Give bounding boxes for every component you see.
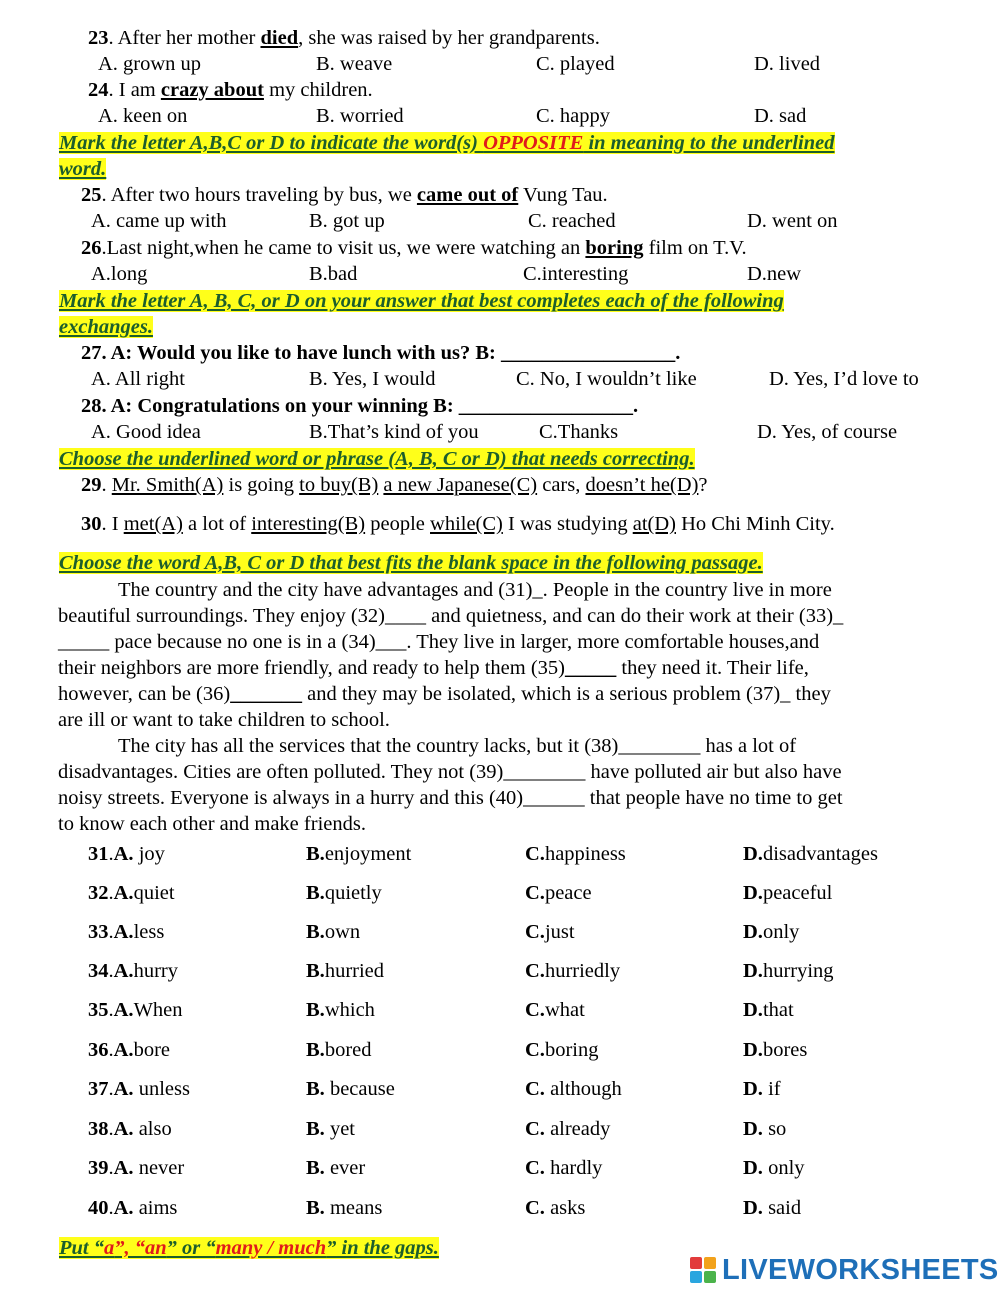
passage-line: their neighbors are more friendly, and ready to help them (35)_____ they need it. Their life, [58,657,809,679]
answer-38-b[interactable]: B. yet [306,1118,355,1140]
q25-option-d[interactable]: D. went on [747,210,838,232]
answer-31-d[interactable]: D.disadvantages [743,843,878,865]
passage-line: however, can be (36)_______ and they may be isolated, which is a serious problem (37)_ they [58,683,831,705]
q27-option-c[interactable]: C. No, I wouldn’t like [516,368,697,390]
option-a[interactable]: never [133,1157,185,1179]
answer-35-b[interactable]: B.which [306,999,375,1021]
answer-38-d[interactable]: D. so [743,1118,787,1140]
q24-option-a[interactable]: A. keen on [98,105,188,127]
underlined-word: died [260,27,299,49]
option-a[interactable]: aims [133,1197,178,1219]
answer-row-39: 39.A. never [88,1157,185,1179]
q29-part-d[interactable]: doesn’t he(D) [585,474,699,496]
option-a[interactable]: quiet [133,882,175,904]
answer-row-33: 33.A.less [88,921,165,943]
q25-option-b[interactable]: B. got up [309,210,385,232]
answer-34-c[interactable]: C.hurriedly [525,960,621,982]
instruction-opposite-line2: word. [59,158,107,180]
answer-33-c[interactable]: C.just [525,921,575,943]
underlined-word: crazy about [160,79,264,101]
instruction-exchanges: Mark the letter A, B, C, or D on your answer that best completes each of the following [59,290,784,312]
q26-option-a[interactable]: A.long [91,263,148,285]
q26-option-b[interactable]: B.bad [309,263,358,285]
answer-34-d[interactable]: D.hurrying [743,960,834,982]
q24-option-d[interactable]: D. sad [754,105,807,127]
answer-31-c[interactable]: C.happiness [525,843,626,865]
q28-option-a[interactable]: A. Good idea [91,421,201,443]
q30-part-b[interactable]: interesting(B) [251,513,366,535]
passage-line: The country and the city have advantages and (31)_. People in the country live in more [118,579,832,601]
underlined-word: boring [585,237,644,259]
q28-option-c[interactable]: C.Thanks [539,421,619,443]
q29-part-c[interactable]: a new Japanese(C) [383,474,538,496]
instruction-opposite: Mark the letter A,B,C or D to indicate the word(s) OPPOSITE in meaning to the underlined [59,132,835,154]
question-27: 27. A: Would you like to have lunch with us? B: _________________. [81,342,681,364]
q24-option-b[interactable]: B. worried [316,105,404,127]
question-23: 23. After her mother died, she was raised by her grandparents. [88,27,600,49]
instruction-exchanges-line2: exchanges. [59,316,153,338]
answer-row-40: 40.A. aims [88,1197,178,1219]
option-a[interactable]: bore [133,1039,170,1061]
answer-row-35: 35.A.When [88,999,183,1021]
q27-option-b[interactable]: B. Yes, I would [309,368,436,390]
answer-39-d[interactable]: D. only [743,1157,805,1179]
answer-row-36: 36.A.bore [88,1039,170,1061]
logo-blocks-icon [690,1257,716,1283]
q29-part-a[interactable]: Mr. Smith(A) [111,474,224,496]
q23-option-a[interactable]: A. grown up [98,53,202,75]
answer-37-c[interactable]: C. although [525,1078,622,1100]
instruction-articles: Put “a”, “an” or “many / much” in the gaps. [59,1237,439,1259]
option-a[interactable]: less [133,921,165,943]
answer-38-c[interactable]: C. already [525,1118,611,1140]
option-a[interactable]: also [133,1118,172,1140]
q23-option-c[interactable]: C. played [536,53,615,75]
answer-row-38: 38.A. also [88,1118,172,1140]
answer-40-d[interactable]: D. said [743,1197,802,1219]
q30-part-c[interactable]: while(C) [430,513,503,535]
answer-39-b[interactable]: B. ever [306,1157,366,1179]
q30-part-a[interactable]: met(A) [123,513,183,535]
question-29: 29. Mr. Smith(A) is going to buy(B) a new Japanese(C) cars, doesn’t he(D)? [81,474,708,496]
q29-part-b[interactable]: to buy(B) [299,474,379,496]
option-a[interactable]: joy [133,843,165,865]
passage-line: The city has all the services that the country lacks, but it (38)________ has a lot of [118,735,797,757]
answer-37-b[interactable]: B. because [306,1078,395,1100]
answer-36-d[interactable]: D.bores [743,1039,808,1061]
question-25: 25. After two hours traveling by bus, we came out of Vung Tau. [81,184,608,206]
answer-33-d[interactable]: D.only [743,921,800,943]
passage-line: _____ pace because no one is in a (34)___. They live in larger, more comfortable houses,and [58,631,820,653]
q23-option-d[interactable]: D. lived [754,53,821,75]
question-24: 24. I am crazy about my children. [88,79,373,101]
answer-40-b[interactable]: B. means [306,1197,383,1219]
instruction-passage: Choose the word A,B, C or D that best fits the blank space in the following passage. [59,552,763,574]
q23-option-b[interactable]: B. weave [316,53,393,75]
q25-option-c[interactable]: C. reached [528,210,616,232]
passage-line: noisy streets. Everyone is always in a hurry and this (40)______ that people have no time to get [58,787,843,809]
option-a[interactable]: unless [133,1078,190,1100]
answer-31-b[interactable]: B.enjoyment [306,843,412,865]
answer-35-c[interactable]: C.what [525,999,585,1021]
liveworksheets-logo[interactable] [690,1254,999,1286]
passage-line: are ill or want to take children to school. [58,709,390,731]
answer-40-c[interactable]: C. asks [525,1197,586,1219]
answer-36-b[interactable]: B.bored [306,1039,372,1061]
q25-option-a[interactable]: A. came up with [91,210,227,232]
answer-32-d[interactable]: D.peaceful [743,882,833,904]
answer-row-31: 31.A. joy [88,843,165,865]
logo-text: LIVEWORKSHEETS [722,1253,999,1286]
q27-option-d[interactable]: D. Yes, I’d love to [769,368,919,390]
q30-part-d[interactable]: at(D) [632,513,676,535]
answer-37-d[interactable]: D. if [743,1078,781,1100]
answer-row-37: 37.A. unless [88,1078,190,1100]
answer-32-c[interactable]: C.peace [525,882,592,904]
q28-option-d[interactable]: D. Yes, of course [757,421,898,443]
question-26: 26.Last night,when he came to visit us, we were watching an boring film on T.V. [81,237,747,259]
answer-33-b[interactable]: B.own [306,921,361,943]
q26-option-d[interactable]: D.new [747,263,802,285]
option-a[interactable]: When [133,999,183,1021]
passage-line: disadvantages. Cities are often polluted. They not (39)________ have polluted air but also have [58,761,842,783]
instruction-correcting: Choose the underlined word or phrase (A, B, C or D) that needs correcting. [59,448,695,470]
passage-line: to know each other and make friends. [58,813,366,835]
answer-row-32: 32.A.quiet [88,882,175,904]
answer-35-d[interactable]: D.that [743,999,794,1021]
option-a[interactable]: hurry [133,960,178,982]
q27-option-a[interactable]: A. All right [91,368,185,390]
q28-option-b[interactable]: B.That’s kind of you [309,421,479,443]
answer-34-b[interactable]: B.hurried [306,960,385,982]
answer-39-c[interactable]: C. hardly [525,1157,603,1179]
answer-32-b[interactable]: B.quietly [306,882,382,904]
q24-option-c[interactable]: C. happy [536,105,611,127]
question-28: 28. A: Congratulations on your winning B: _________________. [81,395,639,417]
question-30: 30. I met(A) a lot of interesting(B) people while(C) I was studying at(D) Ho Chi Minh City. [81,513,835,535]
q26-option-c[interactable]: C.interesting [523,263,629,285]
answer-36-c[interactable]: C.boring [525,1039,599,1061]
reading-passage [58,577,948,837]
answer-row-34: 34.A.hurry [88,960,178,982]
passage-line: beautiful surroundings. They enjoy (32)____ and quietness, and can do their work at their (33)_ [58,605,844,627]
underlined-word: came out of [416,184,519,206]
